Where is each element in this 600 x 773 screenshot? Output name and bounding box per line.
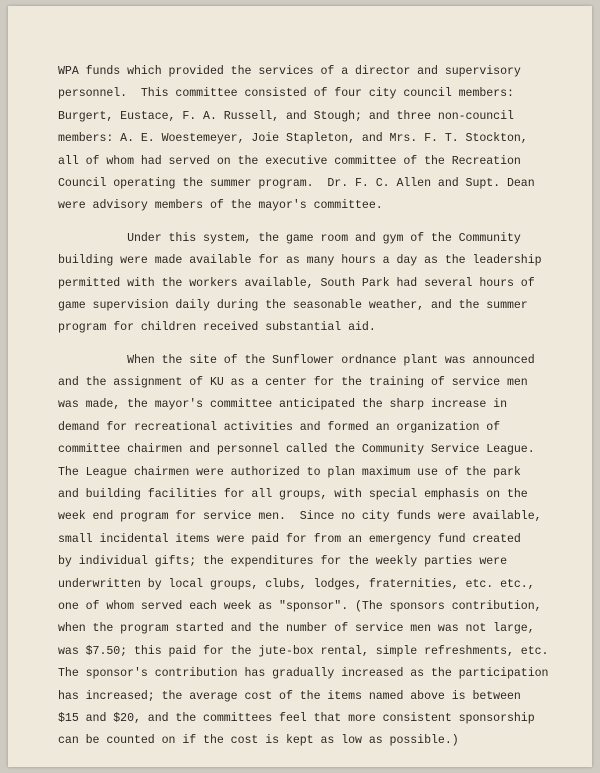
text-line: was made, the mayor's committee anticipated the sharp increase in xyxy=(58,398,507,412)
text-line: when the program started and the number of service men was not large, xyxy=(58,622,535,636)
text-line: personnel. This committee consisted of four city council members: xyxy=(58,87,514,101)
text-line: game supervision daily during the seasonable weather, and the summer xyxy=(58,298,528,312)
text-line: When the site of the Sunflower ordnance plant was announced xyxy=(58,353,535,367)
text-line: all of whom had served on the executive committee of the Recreation xyxy=(58,154,521,168)
text-line: week end program for service men. Since no city funds were available, xyxy=(58,510,542,524)
text-line: underwritten by local groups, clubs, lodges, fraternities, etc. etc., xyxy=(58,577,535,591)
text-line: committee chairmen and personnel called the Community Service League. xyxy=(58,443,535,457)
paragraph xyxy=(58,228,578,340)
text-line: can be counted on if the cost is kept as low as possible.) xyxy=(58,734,459,748)
text-line: were advisory members of the mayor's committee. xyxy=(58,199,383,213)
text-line: building were made available for as many hours a day as the leadership xyxy=(58,254,542,268)
document-body xyxy=(58,61,578,753)
paragraph xyxy=(58,61,578,218)
text-line: The sponsor's contribution has gradually increased as the participation xyxy=(58,667,549,681)
text-line: has increased; the average cost of the items named above is between xyxy=(58,689,521,703)
text-line: Under this system, the game room and gym of the Community xyxy=(58,231,521,245)
text-line: one of whom served each week as "sponsor". (The sponsors contribution, xyxy=(58,599,542,613)
text-line: Burgert, Eustace, F. A. Russell, and Stough; and three non-council xyxy=(58,109,514,123)
text-line: program for children received substantial aid. xyxy=(58,321,376,335)
text-line: and building facilities for all groups, with special emphasis on the xyxy=(58,488,528,502)
text-line: was $7.50; this paid for the jute-box rental, simple refreshments, etc. xyxy=(58,644,549,658)
text-line: The League chairmen were authorized to plan maximum use of the park xyxy=(58,465,521,479)
text-line: small incidental items were paid for from an emergency fund created xyxy=(58,532,521,546)
text-line: demand for recreational activities and formed an organization of xyxy=(58,420,501,434)
paragraph xyxy=(58,350,578,753)
text-line: $15 and $20, and the committees feel that more consistent sponsorship xyxy=(58,711,535,725)
text-line: WPA funds which provided the services of a director and supervisory xyxy=(58,65,521,78)
text-line: by individual gifts; the expenditures for the weekly parties were xyxy=(58,555,507,569)
text-line: Council operating the summer program. Dr. F. C. Allen and Supt. Dean xyxy=(58,176,535,190)
document-page xyxy=(8,6,592,767)
text-line: and the assignment of KU as a center for the training of service men xyxy=(58,376,528,390)
text-line: permitted with the workers available, South Park had several hours of xyxy=(58,276,535,290)
text-line: members: A. E. Woestemeyer, Joie Stapleton, and Mrs. F. T. Stockton, xyxy=(58,132,528,146)
